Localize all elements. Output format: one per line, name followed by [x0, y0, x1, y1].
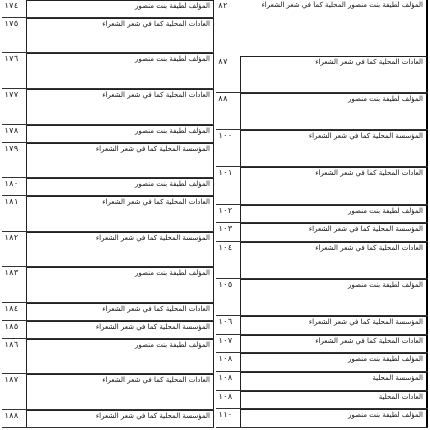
index-row — [2, 53, 214, 89]
entry-title: المؤلف لطيفة بنت منصور — [240, 353, 428, 371]
page-number: ٨٧ — [218, 56, 228, 66]
entry-title: العادات المحلية كما في شعر الشعراء — [26, 196, 214, 231]
index-row — [216, 335, 428, 354]
index-row — [2, 143, 214, 179]
page-number: ١٧٧ — [4, 90, 19, 100]
page-number: ١٠١ — [218, 168, 233, 178]
page-number: ١٨٨ — [4, 411, 19, 421]
entry-title: المؤلف لطيفة بنت منصور — [26, 267, 214, 302]
page-number: ١٧٦ — [4, 54, 19, 64]
page-number: ٨٨ — [218, 94, 228, 104]
page-number: ١٨٥ — [4, 321, 19, 331]
page-number: ١٧٨ — [4, 125, 19, 135]
page-number: ١٨٦ — [4, 339, 19, 349]
page-number: ١٧٩ — [4, 143, 19, 153]
entry-title: العادات المحلية كما في شعر الشعراء — [26, 303, 214, 320]
entry-title: المؤلف لطيفة بنت منصور — [240, 279, 428, 315]
entry-title: العادات المحلية كما في شعر الشعراء — [240, 335, 428, 353]
entry-title: المؤلف لطيفة بنت منصور — [240, 409, 428, 427]
index-row — [216, 0, 428, 56]
page-number: ١٧٤ — [4, 1, 19, 10]
entry-title: العادات المحلية كما في شعر الشعراء — [26, 89, 214, 124]
entry-title: المؤلف لطيفة بنت منصور — [26, 125, 214, 142]
index-row — [2, 303, 214, 321]
entry-title: المؤسسة المحلية — [240, 372, 428, 390]
entry-title: المؤلف لطيفة بنت منصور — [26, 178, 214, 195]
index-row — [2, 232, 214, 268]
entry-title: العادات المحلية كما في شعر الشعراء — [240, 56, 428, 92]
index-row — [216, 391, 428, 410]
page-number: ١٠٠ — [218, 131, 233, 141]
entry-title: المؤسسة المحلية كما في شعر الشعراء — [26, 143, 214, 178]
page-number: ١٠٦ — [218, 317, 233, 327]
page-number: ١٠٨ — [218, 373, 233, 382]
index-row — [216, 242, 428, 279]
entry-title: المؤلف لطيفة بنت منصور — [240, 93, 428, 129]
entry-title: المؤلف لطيفة بنت منصور — [26, 53, 214, 88]
index-row — [2, 410, 214, 428]
index-row — [216, 205, 428, 224]
index-row — [2, 0, 214, 18]
entry-title: العادات المحلية كما في شعر الشعراء — [240, 167, 428, 203]
page-number: ١٠٢ — [218, 205, 233, 215]
index-row — [2, 18, 214, 54]
entry-title: المؤسسة المحلية كما في شعر الشعراء — [240, 130, 428, 166]
page-number: ١٧٥ — [4, 18, 19, 28]
page-number: ١٨٧ — [4, 375, 19, 385]
entry-title: العادات المحلية كما في شعر الشعراء — [26, 374, 214, 409]
page-number: ١٠٨ — [218, 354, 233, 364]
index-row — [2, 339, 214, 375]
page-number: ١٨٠ — [4, 179, 19, 189]
index-row — [2, 178, 214, 196]
page-number: ١٠٥ — [218, 280, 233, 290]
index-row — [2, 89, 214, 125]
entry-title: المؤلف لطيفة بنت منصور المحلية كما في شعر الشعراء — [240, 0, 428, 56]
page-number: ١٨٢ — [4, 232, 19, 242]
entry-title: المؤلف لطيفة بنت منصور — [26, 0, 214, 17]
index-row — [2, 374, 214, 410]
index-row — [216, 56, 428, 93]
index-row — [216, 316, 428, 335]
entry-title: المؤسسة المحلية كما في شعر الشعراء — [26, 232, 214, 267]
entry-title: المؤسسة المحلية كما في شعر الشعراء — [240, 223, 428, 241]
page-number: ١٠٣ — [218, 224, 233, 234]
index-row — [216, 409, 428, 428]
index-row — [216, 93, 428, 130]
page-number: ١٠٤ — [218, 242, 233, 252]
page-number: ١٨٤ — [4, 304, 19, 314]
index-row — [216, 167, 428, 204]
index-row — [2, 196, 214, 232]
entry-title: المؤلف لطيفة بنت منصور — [26, 339, 214, 374]
left-column — [2, 0, 214, 430]
index-row — [216, 279, 428, 316]
index-row — [216, 223, 428, 242]
entry-title: المؤلف لطيفة بنت منصور — [240, 205, 428, 223]
entry-title: المؤسسة المحلية كما في شعر الشعراء — [26, 321, 214, 338]
index-row — [216, 372, 428, 391]
entry-title: المؤسسة المحلية كما في شعر الشعراء — [26, 410, 214, 427]
right-column — [216, 0, 428, 430]
page-number: ١٨٣ — [4, 268, 19, 278]
entry-title: العادات المحلية كما في شعر الشعراء — [240, 242, 428, 278]
index-row — [216, 353, 428, 372]
index-row — [2, 321, 214, 339]
page-number: ١٨١ — [4, 197, 19, 207]
page-number: ٨٢ — [218, 1, 228, 10]
index-row — [2, 125, 214, 143]
index-row — [2, 267, 214, 303]
entry-title: العادات المحلية كما في شعر الشعراء — [26, 18, 214, 53]
page-number: ١٠٧ — [218, 335, 233, 345]
page-number: ١٠٨ — [218, 391, 233, 401]
entry-title: المؤسسة المحلية كما في شعر الشعراء — [240, 316, 428, 334]
entry-title: العادات المحلية — [240, 391, 428, 409]
page-number: ١١٠ — [218, 410, 233, 420]
index-row — [216, 130, 428, 167]
